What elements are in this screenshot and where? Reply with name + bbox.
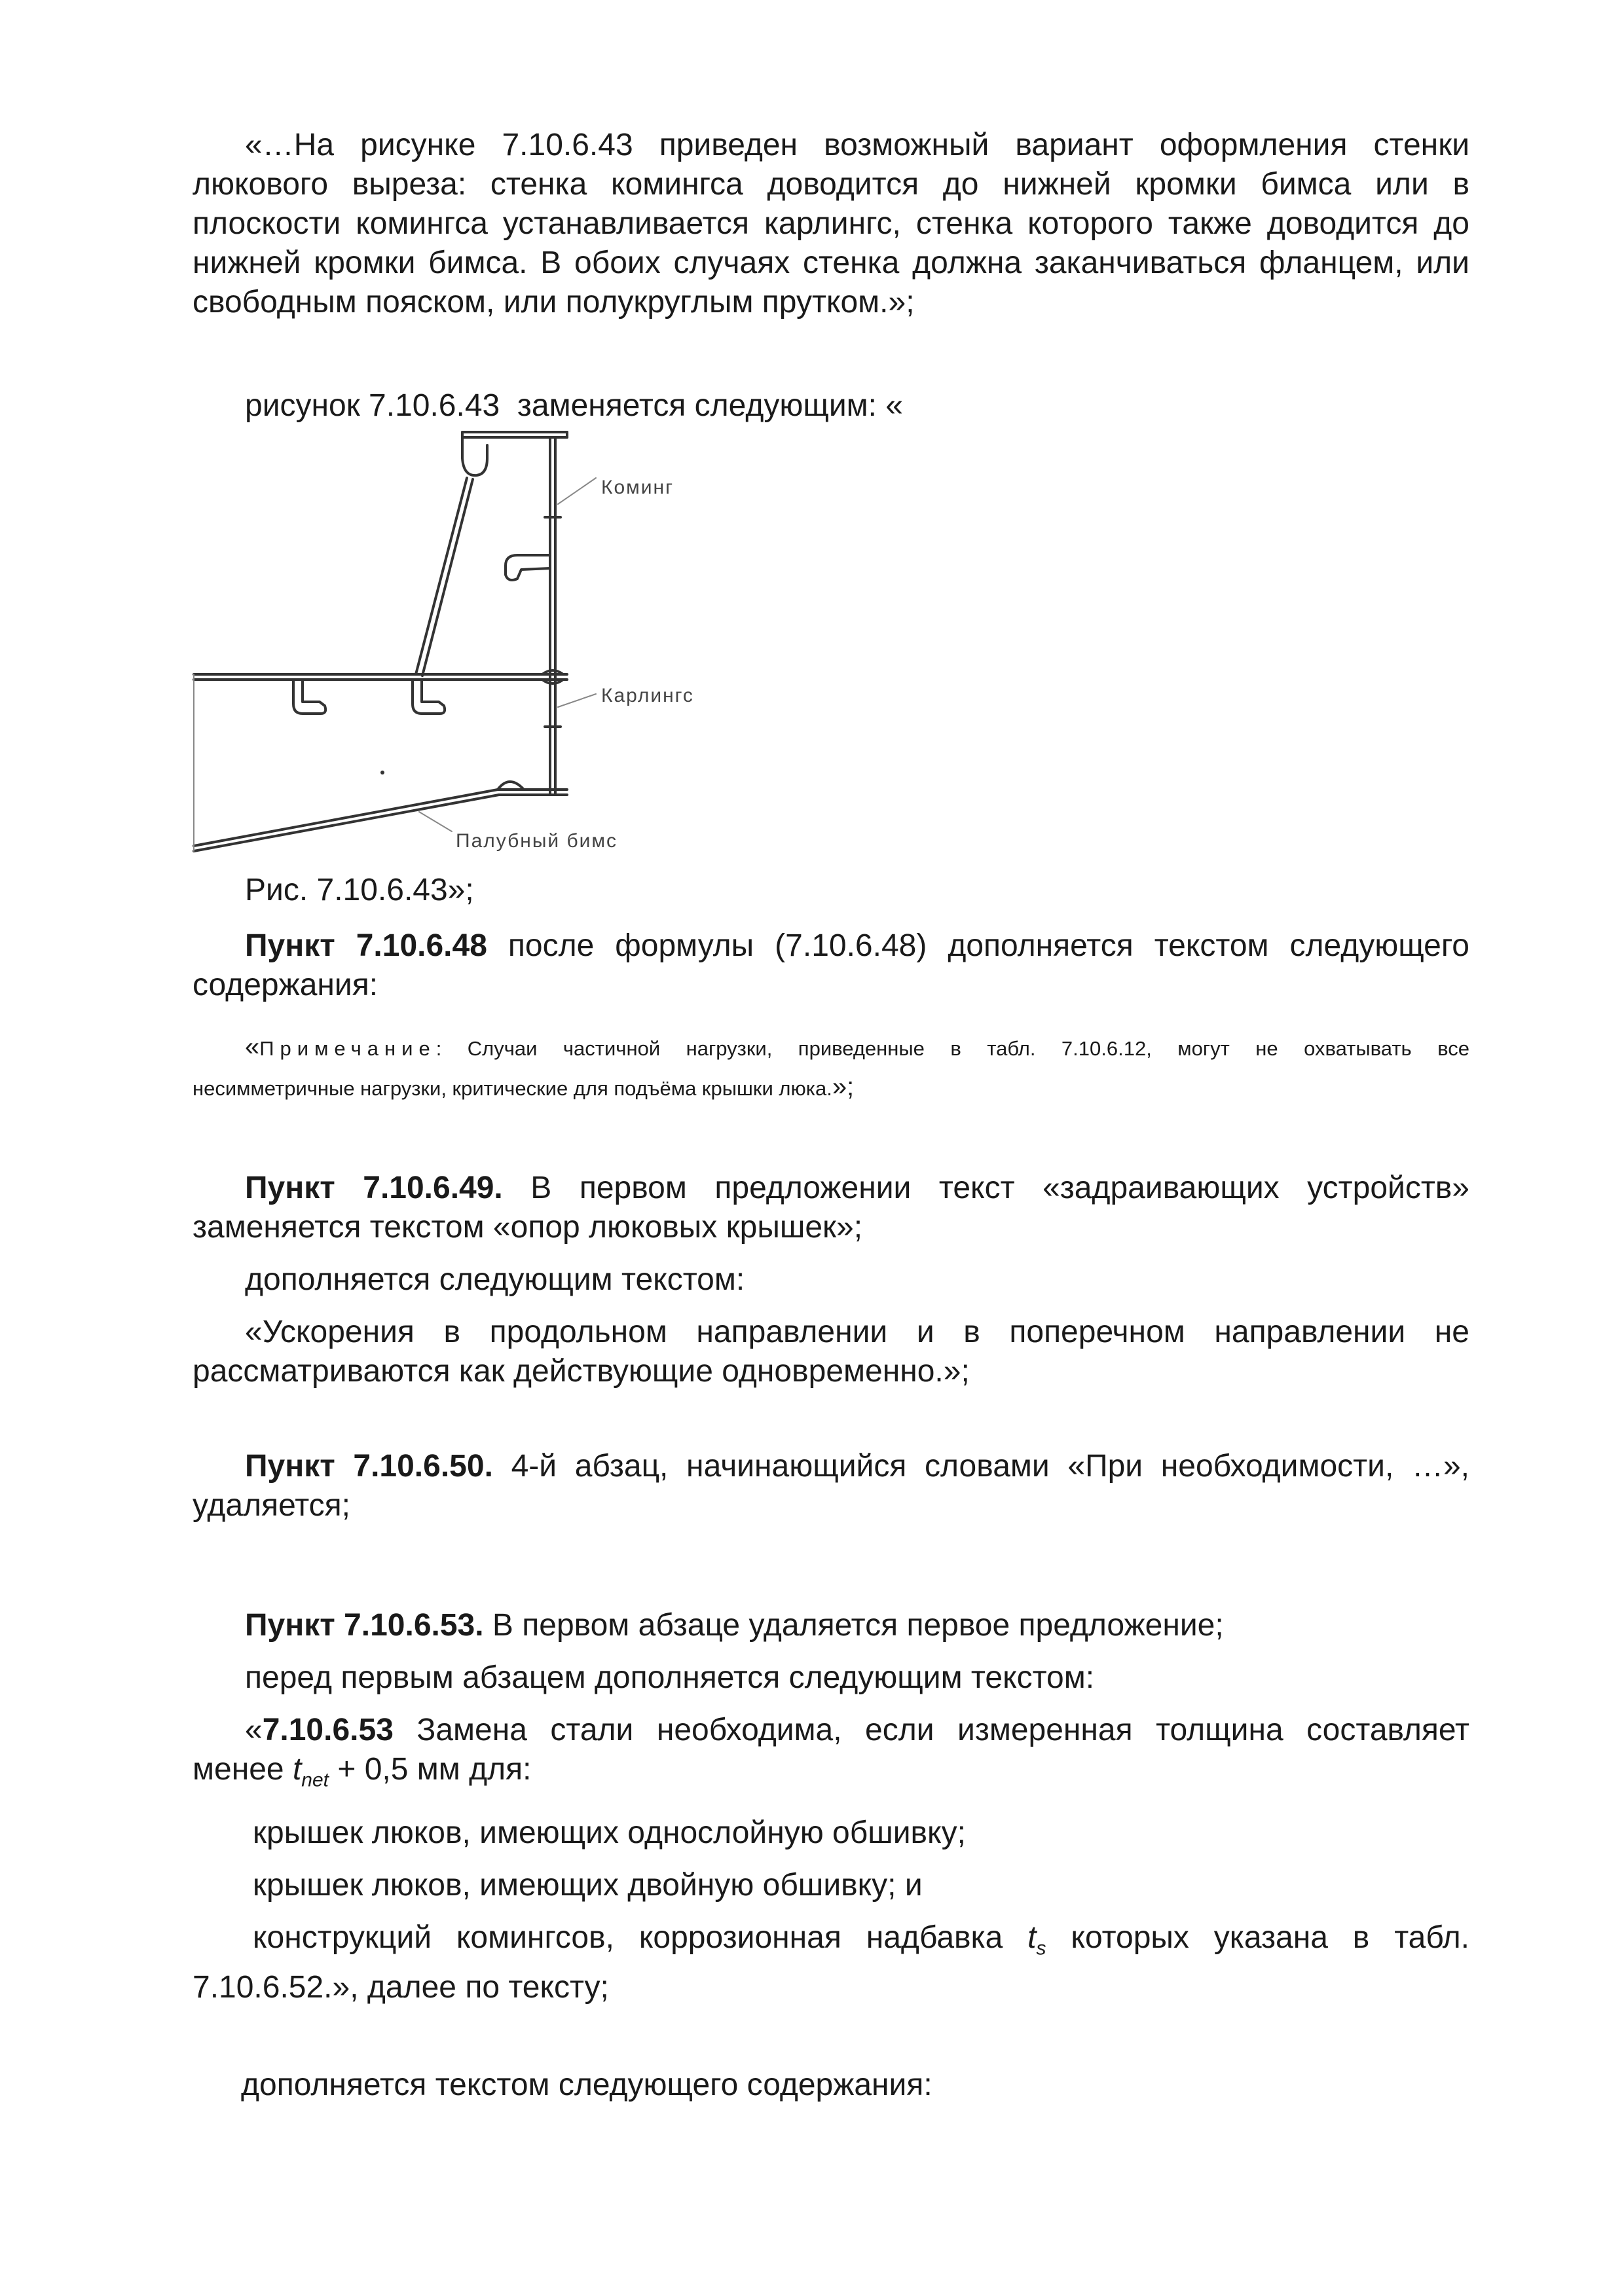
paragraph-7-10-6-53: Пункт 7.10.6.53. В первом абзаце удаляется первое предложение; перед первым абзацем дополняется следующим текстом: «7.10.6.53 Замена стали необходима, если измеренная толщина составляет менее $t_{net} + 0,5$ мм для: крышек люков, имеющих однослойную обшивку; крышек люков, имеющих двойную обшивку; и конструкций комингсов, коррозионная надбавка $t_s$ которых указана в табл. 7.10.6.52.», далее по тексту; — [193, 1608, 1470, 2005]
paragraph-7-10-6-48: Пункт 7.10.6.48 после формулы (7.10.6.48) дополняется текстом следующего содержания: — [193, 928, 1469, 1002]
paragraph-7-10-6-49: Пункт 7.10.6.49. В первом предложении текст «задраивающих устройств» заменяется текстом «опор люковых крышек»; дополняется следующим текстом: «Ускорения в продольном направлении и в поперечном направлении не рассматриваются как действующие одновременно.»; — [193, 1171, 1469, 1389]
final-line: дополняется текстом следующего содержания: — [241, 2068, 932, 2102]
intro-line-3: плоскости комингса устанавливается карлингс, стенка которого также доводится до — [193, 206, 1469, 241]
label-carlings: Карлингс — [601, 685, 694, 706]
figure-caption: Рис. 7.10.6.43»; — [245, 873, 474, 907]
coaming-wall — [550, 437, 555, 793]
coaming-stiffener — [506, 555, 550, 580]
paragraph-7-10-6-50: Пункт 7.10.6.50. 4-й абзац, начинающийся словами «При необходимости, …», удаляется; — [193, 1449, 1469, 1523]
intro-line-2: люкового выреза: стенка комингса доводится до нижней кромки бимса или в — [193, 167, 1469, 202]
deck-plate — [194, 674, 567, 680]
intro-line-1: «…На рисунке 7.10.6.43 приведен возможный вариант оформления стенки — [245, 128, 1469, 162]
label-deck-beam: Палубный бимс — [456, 830, 618, 852]
cover-stiffener — [462, 437, 487, 475]
coaming-bracket — [416, 478, 473, 676]
intro-line-5: свободным пояском, или полукруглым прутком.»; — [193, 285, 915, 319]
hatch-cover-plate — [462, 432, 567, 437]
deck-longitudinal-1 — [293, 680, 325, 714]
label-coaming: Коминг — [601, 477, 674, 498]
clause-head-53: Пункт 7.10.6.53. — [245, 1608, 484, 1643]
clause-head-49: Пункт 7.10.6.49. — [245, 1171, 503, 1205]
clause-head-48: Пункт 7.10.6.48 — [245, 928, 487, 963]
note-label: Примечание — [259, 1037, 436, 1060]
clause-head-50: Пункт 7.10.6.50. — [245, 1449, 493, 1484]
note-block: «Примечание: Случаи частичной нагрузки, приведенные в табл. 7.10.6.12, могут не охватывать все несимметричные нагрузки, критические для подъёма крышки люка.»; — [193, 1032, 1469, 1101]
deck-longitudinal-2 — [413, 680, 445, 714]
figure-intro: рисунок 7.10.6.43 заменяется следующим: « — [245, 388, 903, 423]
intro-line-4: нижней кромки бимса. В обоих случаях стенка должна заканчиваться фланцем, или — [193, 246, 1469, 280]
